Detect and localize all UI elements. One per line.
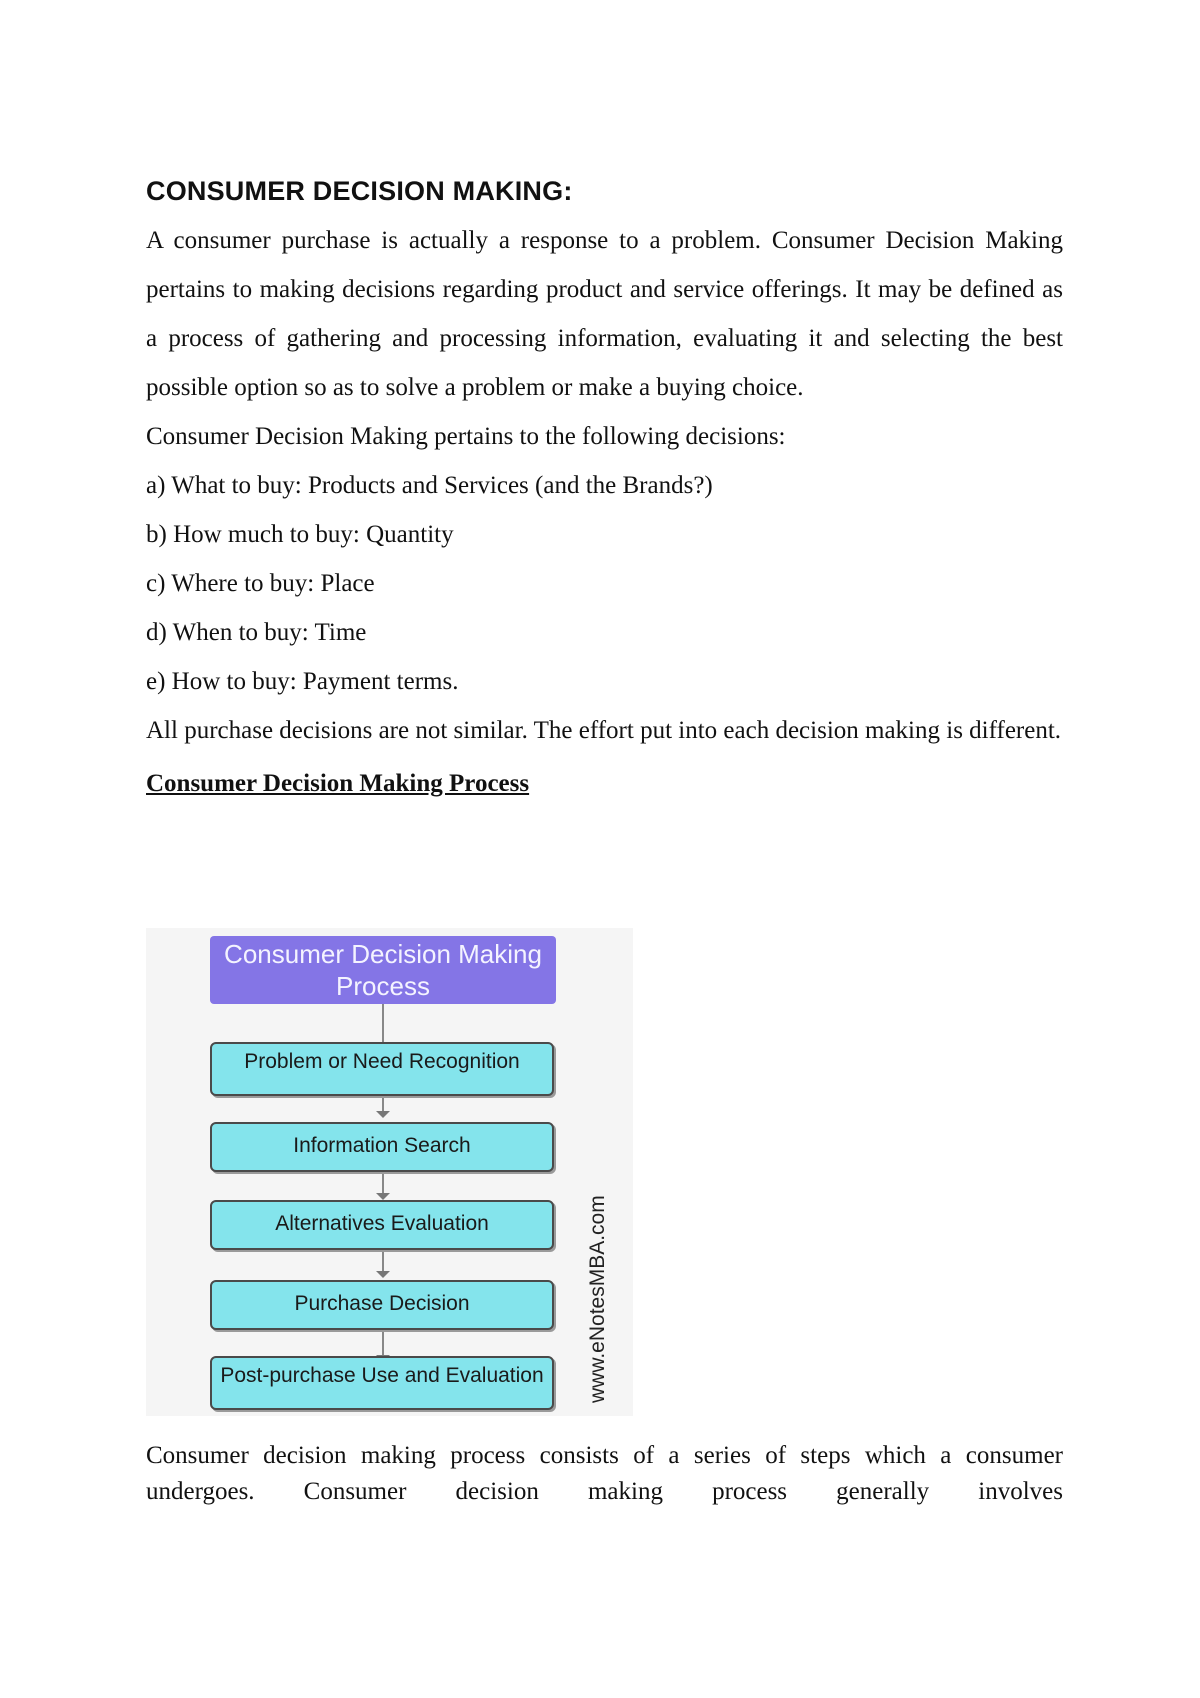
section-title: Consumer Decision Making Process xyxy=(146,770,530,797)
effort-paragraph: All purchase decisions are not similar. The effort put into each decision making is different. xyxy=(146,717,1062,744)
decision-item: a) What to buy: Products and Services (and the Brands?) xyxy=(146,472,713,499)
diagram-title: Consumer Decision Making Process xyxy=(210,936,556,1004)
intro-paragraph: A consumer purchase is actually a response to a problem. Consumer Decision Making pertains to making decisions regarding product and service offerings. It may be defined as a process of gathering and processing information, evaluating it and selecting the best possible option so as to solve a problem or make a buying choice. xyxy=(146,227,1063,401)
document-body xyxy=(146,172,1063,808)
step-post-purchase: Post-purchase Use and Evaluation xyxy=(210,1356,554,1410)
decision-item: c) Where to buy: Place xyxy=(146,570,375,597)
diagram-watermark: www.eNotesMBA.com xyxy=(586,1195,609,1403)
connector-line xyxy=(382,1004,384,1042)
step-problem-recognition: Problem or Need Recognition xyxy=(210,1042,554,1096)
decision-item: d) When to buy: Time xyxy=(146,619,367,646)
step-alternatives-evaluation: Alternatives Evaluation xyxy=(210,1200,554,1250)
arrow-down-icon xyxy=(376,1193,390,1200)
arrow-down-icon xyxy=(376,1111,390,1118)
page-heading: CONSUMER DECISION MAKING: xyxy=(146,176,573,206)
list-intro: Consumer Decision Making pertains to the following decisions: xyxy=(146,423,786,450)
closing-section xyxy=(146,1438,1063,1510)
decision-item: e) How to buy: Payment terms. xyxy=(146,668,459,695)
decision-item: b) How much to buy: Quantity xyxy=(146,521,454,548)
process-diagram xyxy=(146,928,633,1416)
step-information-search: Information Search xyxy=(210,1122,554,1172)
arrow-down-icon xyxy=(376,1271,390,1278)
step-purchase-decision: Purchase Decision xyxy=(210,1280,554,1330)
closing-paragraph: Consumer decision making process consists of a series of steps which a consumer undergoes. Consumer decision making process generally involves xyxy=(146,1442,1063,1505)
